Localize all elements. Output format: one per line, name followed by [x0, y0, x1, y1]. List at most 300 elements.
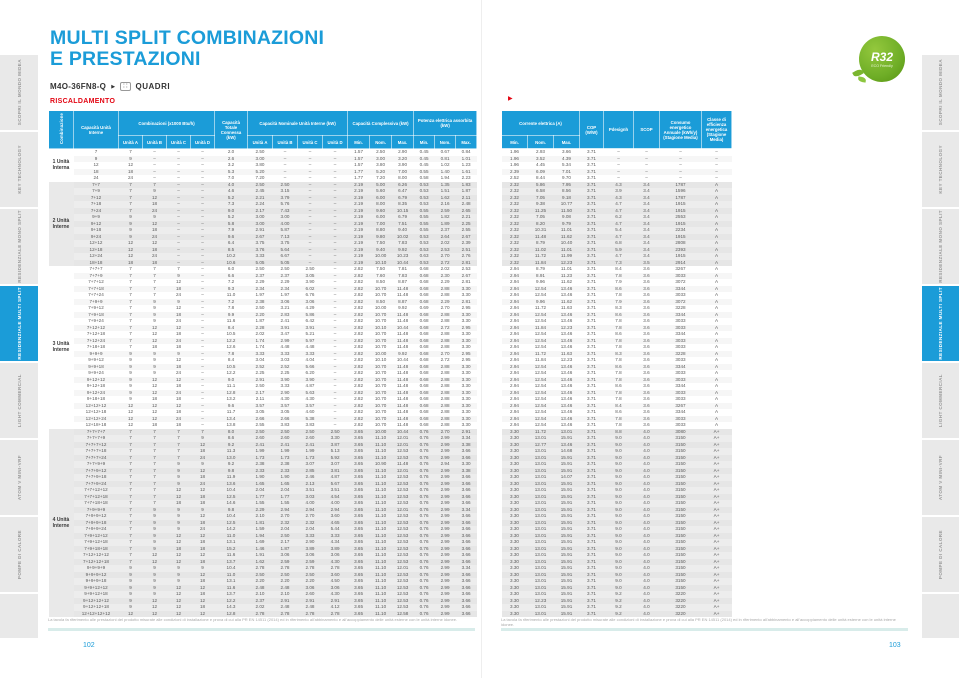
table-cell: 13.01: [534, 487, 547, 492]
table-cell: 9: [129, 383, 132, 388]
table-cell: 2.99: [440, 493, 450, 499]
table-cell: 2.99: [440, 545, 450, 551]
table-cell: 12.23: [560, 259, 573, 265]
table-cell: 2.99: [440, 604, 450, 609]
table-cell: 3.05: [280, 409, 290, 414]
table-cell: 7: [129, 188, 132, 193]
table-cell: –: [308, 259, 312, 265]
table-cell: 7+7+12: [88, 279, 104, 284]
table-cell: 3.6: [643, 363, 650, 369]
table-cell: 3344: [675, 383, 686, 388]
table-cell: 2.99: [440, 487, 450, 492]
table-cell: 7+7+7+12: [85, 441, 107, 447]
table-cell: 2.91: [280, 597, 290, 603]
table-cell: 2.32: [510, 207, 519, 213]
table-cell: 4.3: [615, 181, 622, 187]
table-cell: 7.0: [227, 175, 235, 180]
table-cell: A+: [713, 591, 720, 596]
table-cell: 3.66: [461, 584, 471, 590]
col-header-unita-b: Unità B: [273, 136, 298, 149]
table-cell: 9: [129, 214, 132, 219]
table-cell: 3150: [675, 545, 686, 551]
table-cell: 18: [151, 344, 158, 349]
table-cell: 2.32: [510, 188, 519, 193]
table-cell: 12: [151, 402, 158, 408]
table-cell: –: [333, 220, 337, 226]
table-cell: 1.62: [440, 194, 450, 200]
table-cell: 13.46: [560, 318, 573, 323]
table-cell: 3.71: [587, 311, 596, 317]
table-cell: 2.50: [280, 181, 290, 187]
table-cell: 13.01: [534, 513, 547, 518]
table-cell: A: [714, 266, 719, 271]
table-cell: –: [177, 246, 180, 252]
table-cell: 11.10: [374, 539, 387, 544]
table-cell: 12.01: [396, 565, 409, 570]
table-cell: 8.00: [376, 201, 386, 206]
table-cell: 2.88: [440, 409, 450, 414]
table-cell: A+: [713, 441, 720, 447]
table-cell: 3.06: [305, 552, 315, 557]
table-cell: 9.0: [615, 474, 622, 479]
table-cell: 9+9+9+9: [86, 565, 106, 570]
table-cell: –: [333, 233, 337, 239]
table-cell: 3.30: [510, 493, 519, 499]
table-cell: 9+9+12+18: [84, 591, 108, 596]
table-cell: –: [308, 188, 312, 193]
table-cell: 3.90: [305, 279, 315, 284]
table-cell: 12+12+18: [85, 409, 107, 414]
table-cell: 3.30: [510, 448, 519, 453]
table-cell: 2.88: [440, 415, 450, 421]
table-cell: –: [201, 383, 204, 388]
table-cell: 10.23: [396, 253, 409, 258]
table-cell: 2.20: [255, 578, 265, 583]
table-cell: 2.82: [354, 396, 364, 401]
table-cell: 11.01: [560, 227, 573, 232]
table-cell: 11.01: [560, 266, 573, 271]
table-cell: 2.60: [255, 435, 265, 440]
table-cell: 3.66: [461, 493, 471, 499]
table-cell: 8.4: [227, 324, 235, 330]
table-cell: 2.99: [440, 558, 450, 564]
table-cell: 2.13: [305, 480, 315, 486]
table-cell: 7: [177, 266, 180, 271]
table-cell: 3.33: [255, 350, 265, 356]
table-cell: 0.53: [419, 181, 429, 187]
table-cell: 0.76: [419, 584, 429, 590]
table-cell: 3.71: [587, 324, 596, 330]
table-cell: A+: [713, 467, 720, 473]
table-cell: 15.91: [560, 565, 573, 570]
table-cell: 4.0: [643, 435, 650, 440]
table-cell: 4.0: [643, 461, 650, 466]
table-cell: 7.9: [615, 298, 622, 304]
table-cell: 2.91: [255, 227, 265, 232]
table-cell: 2.28: [255, 324, 265, 330]
table-cell: 15.91: [560, 532, 573, 538]
table-cell: 2.0: [227, 149, 235, 154]
table-cell: 9: [153, 513, 156, 518]
table-cell: 3150: [675, 493, 686, 499]
table-cell: 8.56: [562, 188, 571, 193]
table-cell: 2.83: [280, 311, 290, 317]
table-cell: 11.48: [396, 318, 409, 323]
table-cell: 2.94: [510, 422, 519, 427]
table-cell: 1787: [675, 181, 686, 187]
combinations-table-left: [48, 110, 477, 617]
table-cell: 0.84: [461, 149, 471, 154]
table-cell: 3.81: [330, 467, 340, 473]
table-cell: 3.66: [461, 526, 471, 531]
table-cell: 2.99: [440, 500, 450, 505]
table-cell: 0.76: [419, 597, 429, 603]
table-cell: –: [201, 357, 204, 362]
table-cell: 7+12+24: [86, 337, 106, 343]
table-cell: 2.94: [510, 279, 519, 284]
table-cell: 2.50: [255, 571, 265, 577]
table-cell: 2.99: [440, 571, 450, 577]
table-cell: 2.21: [461, 214, 471, 219]
table-cell: 12.54: [534, 337, 547, 343]
table-cell: –: [201, 350, 204, 356]
table-cell: 10.4: [226, 513, 236, 518]
table-cell: –: [333, 246, 337, 252]
table-cell: 10.70: [374, 409, 387, 414]
table-cell: 9: [177, 298, 180, 304]
table-cell: 4.12: [330, 604, 340, 609]
table-cell: 13.01: [534, 526, 547, 531]
table-cell: 5.34: [562, 162, 571, 167]
table-cell: 3150: [675, 506, 686, 512]
table-cell: 2.95: [461, 305, 471, 310]
table-cell: 5.44: [330, 526, 340, 531]
table-cell: 3.71: [587, 493, 596, 499]
col-header-scop: SCOP: [634, 111, 660, 149]
table-cell: 5.2: [227, 214, 235, 219]
table-cell: 11.10: [374, 487, 387, 492]
table-cell: 3.71: [587, 279, 596, 284]
table-cell: 3.75: [255, 240, 265, 245]
table-cell: A+: [713, 487, 720, 492]
table-cell: 3.30: [461, 370, 471, 375]
table-cell: 10.00: [374, 350, 387, 356]
sidebar-item-label: POMPE DI CALORE: [937, 529, 943, 580]
table-cell: –: [308, 175, 312, 180]
table-cell: 24: [175, 389, 182, 395]
table-cell: 3.71: [587, 350, 596, 356]
table-cell: 0.68: [419, 415, 429, 421]
table-cell: 1787: [675, 194, 686, 200]
table-cell: 15.91: [560, 571, 573, 577]
table-cell: 3.30: [461, 318, 471, 323]
table-cell: 2.32: [510, 194, 519, 200]
table-cell: 3.15: [280, 188, 290, 193]
table-cell: A: [714, 337, 719, 343]
table-cell: 13.01: [560, 428, 573, 434]
table-cell: 9.0: [615, 565, 622, 570]
table-cell: 4.0: [643, 578, 650, 583]
table-cell: 3150: [675, 558, 686, 564]
table-cell: 7: [129, 474, 132, 479]
table-cell: 13.46: [560, 383, 573, 388]
table-cell: 8.6: [615, 285, 622, 291]
table-cell: 1.96: [510, 155, 519, 161]
table-cell: 2.17: [280, 539, 290, 544]
table-cell: 12: [175, 324, 182, 330]
table-cell: 1.40: [440, 168, 450, 174]
table-cell: 1.62: [255, 558, 265, 564]
table-cell: 2.50: [305, 266, 315, 271]
table-cell: 2.29: [255, 506, 265, 512]
table-cell: 2393: [675, 246, 686, 252]
table-cell: 9.2: [227, 461, 235, 466]
table-cell: 7.60: [376, 272, 386, 278]
page-right: [481, 0, 922, 678]
table-cell: 3.00: [255, 155, 265, 161]
table-cell: 12: [175, 539, 182, 544]
table-cell: 15.91: [560, 513, 573, 518]
table-cell: 2.20: [305, 578, 315, 583]
table-cell: 11.48: [396, 337, 409, 343]
table-cell: 10.70: [374, 396, 387, 401]
table-cell: 3.05: [255, 409, 265, 414]
table-cell: 3033: [675, 415, 686, 421]
table-cell: 2.02: [255, 331, 265, 336]
table-cell: 12: [127, 162, 134, 167]
table-cell: 12: [127, 610, 134, 616]
table-cell: 11.50: [560, 207, 573, 213]
table-cell: 4.0: [643, 487, 650, 492]
table-cell: 4.0: [643, 565, 650, 570]
table-cell: 3.71: [587, 207, 596, 213]
table-cell: 14.07: [560, 474, 573, 479]
table-cell: A: [714, 285, 719, 291]
table-cell: A: [714, 298, 719, 304]
table-cell: 2.88: [440, 402, 450, 408]
table-cell: 11.6: [226, 318, 236, 323]
table-cell: 2.94: [510, 292, 519, 297]
table-cell: 9: [153, 578, 156, 583]
table-cell: 2.34: [280, 285, 290, 291]
table-cell: 0.58: [419, 175, 429, 180]
table-cell: A: [714, 305, 719, 310]
table-cell: 2.32: [510, 259, 519, 265]
table-cell: 12.8: [226, 389, 236, 395]
table-cell: 2.11: [461, 194, 471, 200]
table-cell: 3150: [675, 467, 686, 473]
table-cell: 7+18+18: [86, 344, 106, 349]
table-cell: 3.30: [461, 363, 471, 369]
table-cell: 0.76: [419, 428, 429, 434]
table-cell: 0.76: [419, 448, 429, 453]
table-cell: 11.99: [560, 253, 573, 258]
table-cell: 12.6: [226, 344, 236, 349]
table-row: [502, 149, 732, 156]
table-cell: 9.8: [227, 467, 235, 473]
table-cell: 4.7: [615, 220, 622, 226]
table-cell: 9.60: [376, 207, 386, 213]
table-cell: 12: [151, 376, 158, 382]
table-cell: 3.33: [305, 532, 315, 538]
table-cell: 0.67: [440, 149, 450, 154]
table-cell: 0.76: [419, 532, 429, 538]
table-cell: 9: [177, 272, 180, 278]
table-cell: 0.68: [419, 409, 429, 414]
table-cell: 13.01: [534, 454, 547, 460]
table-cell: 7+7+9: [89, 272, 103, 278]
table-cell: 12.53: [396, 539, 409, 544]
table-cell: 2.82: [354, 350, 364, 356]
table-cell: A: [714, 363, 719, 369]
table-cell: 2.38: [280, 461, 290, 466]
table-cell: 9: [153, 305, 156, 310]
table-cell: 3.71: [587, 422, 596, 427]
table-cell: 6.09: [536, 168, 545, 174]
table-cell: 5.63: [305, 389, 315, 395]
table-cell: 3.4: [643, 194, 650, 200]
table-cell: 2.94: [510, 357, 519, 362]
col-group-potenza: Potenza elettrica assorbita (kW): [414, 111, 477, 136]
table-cell: 12.53: [396, 487, 409, 492]
table-cell: 3.71: [587, 357, 596, 362]
table-cell: 3.71: [587, 526, 596, 531]
table-cell: 2.82: [354, 357, 364, 362]
table-cell: 12.53: [396, 604, 409, 609]
table-cell: 11.7: [226, 409, 236, 414]
table-cell: 12: [199, 513, 206, 518]
table-cell: 11.72: [534, 253, 547, 258]
table-cell: 2.19: [354, 181, 364, 187]
table-cell: 3.30: [510, 474, 519, 479]
table-cell: 3150: [675, 532, 686, 538]
table-cell: A+: [713, 532, 720, 538]
table-cell: 2.99: [440, 519, 450, 525]
table-cell: 9: [153, 526, 156, 531]
table-cell: 9: [129, 357, 132, 362]
table-cell: 0.69: [419, 305, 429, 310]
table-cell: 8.6: [615, 383, 622, 388]
col-header-max: Max.: [456, 136, 477, 149]
table-cell: 3.66: [461, 591, 471, 596]
table-cell: A: [714, 220, 719, 226]
table-cell: 6.0: [227, 266, 235, 271]
table-cell: 7: [153, 272, 156, 278]
table-cell: 10.00: [374, 253, 387, 258]
table-cell: 9: [177, 461, 180, 466]
table-cell: 6.79: [398, 214, 408, 219]
table-cell: 3.71: [587, 461, 596, 466]
table-cell: –: [201, 220, 204, 226]
table-cell: 2.72: [440, 324, 450, 330]
table-cell: A: [714, 207, 719, 213]
table-cell: 7: [129, 272, 132, 278]
table-cell: 9.08: [562, 214, 571, 219]
variant-label: QUADRI: [135, 82, 171, 91]
table-row: [49, 149, 477, 156]
table-cell: 7: [153, 279, 156, 284]
table-cell: 10.5: [226, 363, 236, 369]
table-cell: 14.2: [226, 526, 236, 531]
table-cell: A: [714, 181, 719, 187]
table-cell: 2.50: [280, 532, 290, 538]
table-cell: 8.44: [536, 175, 545, 180]
table-cell: 6.26: [398, 181, 408, 187]
table-cell: 9: [153, 298, 156, 304]
table-cell: 11.48: [396, 422, 409, 427]
table-cell: 2.32: [510, 246, 519, 252]
table-cell: 7+9+9+12: [85, 513, 107, 518]
table-cell: –: [645, 149, 648, 154]
table-cell: –: [201, 279, 204, 284]
table-cell: –: [177, 227, 180, 232]
table-cell: 24: [151, 253, 158, 258]
table-cell: 3.65: [354, 441, 364, 447]
table-cell: –: [333, 214, 337, 219]
table-cell: 0.68: [419, 324, 429, 330]
table-cell: 4.29: [305, 305, 315, 310]
table-cell: 7.8: [615, 318, 622, 323]
table-cell: 11.48: [396, 370, 409, 375]
table-cell: 3.6: [643, 266, 650, 271]
table-cell: 24: [151, 207, 158, 213]
table-cell: 4.0: [643, 441, 650, 447]
table-cell: 3.06: [280, 298, 290, 304]
table-cell: 12: [151, 415, 158, 421]
table-cell: 13.01: [534, 519, 547, 525]
table-cell: 10.10: [374, 357, 387, 362]
table-cell: 1.77: [354, 168, 364, 174]
table-cell: 12.53: [396, 448, 409, 453]
table-cell: 2.72: [440, 259, 450, 265]
table-cell: 8.91: [536, 272, 545, 278]
table-cell: 13.46: [560, 376, 573, 382]
table-cell: 7.8: [615, 337, 622, 343]
table-cell: –: [333, 279, 337, 284]
table-cell: 2.25: [461, 220, 471, 226]
table-cell: 0.53: [419, 233, 429, 239]
table-cell: 18: [175, 545, 182, 551]
table-cell: 7+7+9+9: [86, 461, 106, 466]
table-cell: 7.2: [227, 298, 235, 304]
table-cell: 3.30: [510, 428, 519, 434]
table-cell: 13.46: [560, 389, 573, 395]
table-cell: 3.52: [536, 155, 545, 161]
table-cell: 12.2: [226, 597, 236, 603]
table-cell: 13.01: [534, 565, 547, 570]
table-cell: 2.50: [255, 266, 265, 271]
table-cell: 2.99: [440, 584, 450, 590]
table-cell: 3.71: [587, 428, 596, 434]
table-cell: 18: [199, 519, 206, 525]
table-cell: 2.88: [440, 311, 450, 317]
table-cell: 3.30: [461, 389, 471, 395]
table-cell: 13.46: [560, 422, 573, 427]
table-cell: 12.54: [534, 383, 547, 388]
table-cell: A: [714, 389, 719, 395]
table-cell: 9.0: [615, 519, 622, 525]
table-cell: 3.6: [643, 311, 650, 317]
table-cell: 12.54: [534, 344, 547, 349]
table-cell: 8.4: [615, 402, 622, 408]
table-cell: 4.7: [615, 207, 622, 213]
table-cell: 3.65: [354, 448, 364, 453]
sidebar-item-label: ATOM V MINI-VRF: [16, 454, 22, 501]
table-cell: –: [201, 240, 204, 245]
table-cell: 7+7+7+7: [86, 428, 106, 434]
table-cell: 3.4: [643, 207, 650, 213]
table-cell: 12: [151, 604, 158, 609]
